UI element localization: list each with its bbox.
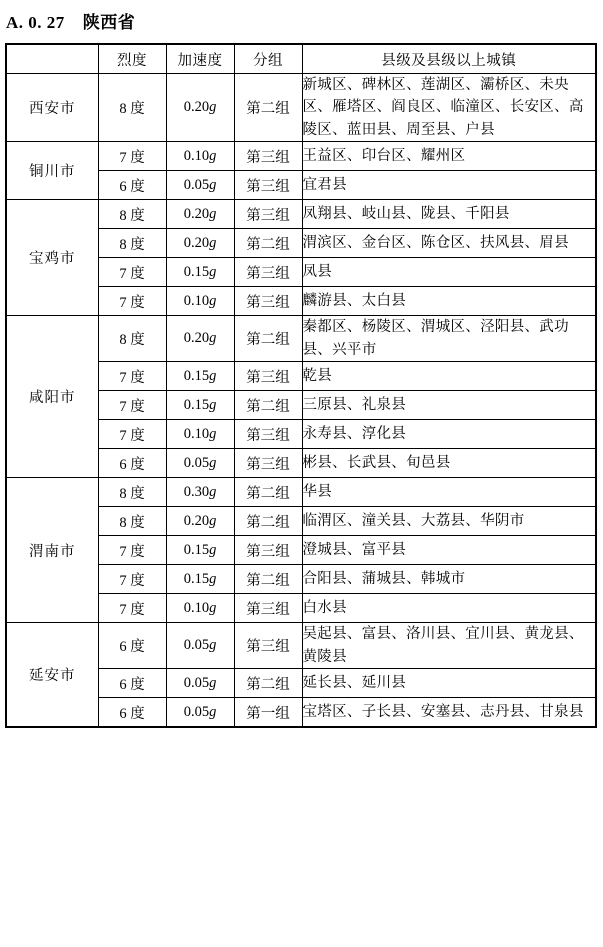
- table-body: [6, 74, 596, 728]
- seismic-table: [5, 43, 597, 728]
- table-row: [6, 200, 596, 229]
- cell-towns: 永寿县、淳化县: [302, 420, 596, 449]
- cell-city: 铜川市: [6, 142, 98, 200]
- cell-city: 西安市: [6, 74, 98, 142]
- cell-towns: 临渭区、潼关县、大荔县、华阴市: [302, 507, 596, 536]
- cell-intensity: 7 度: [98, 565, 166, 594]
- cell-intensity: 8 度: [98, 200, 166, 229]
- cell-group: 第二组: [234, 74, 302, 142]
- acceleration-unit: g: [209, 454, 217, 471]
- acceleration-unit: g: [209, 599, 217, 616]
- acceleration-unit: g: [209, 330, 217, 347]
- table-row: [6, 74, 596, 142]
- cell-intensity: 7 度: [98, 258, 166, 287]
- table-row: [6, 623, 596, 669]
- page-title-number: A. 0. 27: [6, 13, 65, 32]
- cell-group: 第二组: [234, 669, 302, 698]
- cell-intensity: 8 度: [98, 316, 166, 362]
- acceleration-unit: g: [209, 674, 217, 691]
- cell-intensity: 8 度: [98, 74, 166, 142]
- acceleration-value: 0.10: [183, 147, 210, 164]
- cell-towns: 乾县: [302, 362, 596, 391]
- acceleration-unit: g: [209, 292, 217, 309]
- acceleration-unit: g: [209, 147, 217, 164]
- acceleration-unit: g: [209, 396, 217, 413]
- column-header-city: [6, 44, 98, 74]
- cell-group: 第二组: [234, 565, 302, 594]
- cell-intensity: 8 度: [98, 507, 166, 536]
- acceleration-unit: g: [209, 176, 217, 193]
- cell-intensity: 8 度: [98, 478, 166, 507]
- acceleration-value: 0.15: [183, 396, 210, 413]
- cell-city: 渭南市: [6, 478, 98, 623]
- acceleration-value: 0.30: [183, 483, 210, 500]
- cell-acceleration: [166, 420, 234, 449]
- cell-intensity: 6 度: [98, 171, 166, 200]
- acceleration-unit: g: [209, 637, 217, 654]
- cell-group: 第三组: [234, 420, 302, 449]
- cell-acceleration: [166, 536, 234, 565]
- table-row: [6, 142, 596, 171]
- cell-group: 第三组: [234, 594, 302, 623]
- cell-acceleration: [166, 478, 234, 507]
- acceleration-unit: g: [209, 483, 217, 500]
- cell-acceleration: [166, 594, 234, 623]
- cell-group: 第三组: [234, 200, 302, 229]
- cell-towns: 合阳县、蒲城县、韩城市: [302, 565, 596, 594]
- acceleration-value: 0.10: [183, 425, 210, 442]
- cell-group: 第三组: [234, 362, 302, 391]
- acceleration-value: 0.15: [183, 367, 210, 384]
- cell-intensity: 6 度: [98, 698, 166, 728]
- cell-acceleration: [166, 698, 234, 728]
- acceleration-unit: g: [209, 263, 217, 280]
- cell-intensity: 7 度: [98, 536, 166, 565]
- cell-intensity: 7 度: [98, 391, 166, 420]
- column-header-acceleration: 加速度: [166, 44, 234, 74]
- cell-city: 延安市: [6, 623, 98, 727]
- cell-towns: 渭滨区、金台区、陈仓区、扶风县、眉县: [302, 229, 596, 258]
- acceleration-unit: g: [209, 425, 217, 442]
- cell-towns: 麟游县、太白县: [302, 287, 596, 316]
- cell-towns: 彬县、长武县、旬邑县: [302, 449, 596, 478]
- page-title: [0, 0, 603, 43]
- acceleration-unit: g: [209, 99, 217, 116]
- cell-intensity: 6 度: [98, 449, 166, 478]
- cell-group: 第二组: [234, 391, 302, 420]
- cell-acceleration: [166, 507, 234, 536]
- cell-towns: 新城区、碑林区、莲湖区、灞桥区、未央区、雁塔区、阎良区、临潼区、长安区、高陵区、蓝田县、周至县、户县: [302, 74, 596, 142]
- acceleration-value: 0.10: [183, 292, 210, 309]
- cell-group: 第二组: [234, 507, 302, 536]
- cell-group: 第三组: [234, 536, 302, 565]
- cell-acceleration: [166, 171, 234, 200]
- cell-towns: 凤县: [302, 258, 596, 287]
- cell-acceleration: [166, 362, 234, 391]
- cell-intensity: 7 度: [98, 420, 166, 449]
- page-title-text: 陕西省: [82, 13, 136, 32]
- cell-towns: 秦都区、杨陵区、渭城区、泾阳县、武功县、兴平市: [302, 316, 596, 362]
- acceleration-unit: g: [209, 234, 217, 251]
- cell-acceleration: [166, 316, 234, 362]
- cell-city: 咸阳市: [6, 316, 98, 478]
- cell-group: 第三组: [234, 623, 302, 669]
- acceleration-value: 0.20: [183, 234, 210, 251]
- column-header-intensity: 烈度: [98, 44, 166, 74]
- cell-acceleration: [166, 229, 234, 258]
- column-header-towns: 县级及县级以上城镇: [302, 44, 596, 74]
- cell-acceleration: [166, 287, 234, 316]
- acceleration-value: 0.15: [183, 263, 210, 280]
- acceleration-value: 0.15: [183, 570, 210, 587]
- cell-group: 第三组: [234, 171, 302, 200]
- cell-towns: 宝塔区、子长县、安塞县、志丹县、甘泉县: [302, 698, 596, 728]
- cell-towns: 三原县、礼泉县: [302, 391, 596, 420]
- cell-acceleration: [166, 669, 234, 698]
- cell-group: 第三组: [234, 258, 302, 287]
- cell-acceleration: [166, 74, 234, 142]
- table-row: [6, 316, 596, 362]
- table-header-row: [6, 44, 596, 74]
- acceleration-value: 0.20: [183, 330, 210, 347]
- cell-city: 宝鸡市: [6, 200, 98, 316]
- acceleration-value: 0.05: [183, 703, 210, 720]
- cell-acceleration: [166, 565, 234, 594]
- cell-intensity: 6 度: [98, 623, 166, 669]
- cell-group: 第三组: [234, 287, 302, 316]
- cell-group: 第三组: [234, 142, 302, 171]
- cell-towns: 华县: [302, 478, 596, 507]
- cell-towns: 吴起县、富县、洛川县、宜川县、黄龙县、黄陵县: [302, 623, 596, 669]
- acceleration-value: 0.05: [183, 637, 210, 654]
- cell-acceleration: [166, 200, 234, 229]
- cell-towns: 延长县、延川县: [302, 669, 596, 698]
- cell-acceleration: [166, 142, 234, 171]
- cell-group: 第二组: [234, 229, 302, 258]
- acceleration-value: 0.10: [183, 599, 210, 616]
- acceleration-value: 0.20: [183, 99, 210, 116]
- cell-intensity: 7 度: [98, 142, 166, 171]
- cell-intensity: 8 度: [98, 229, 166, 258]
- table-header: [6, 44, 596, 74]
- acceleration-value: 0.05: [183, 176, 210, 193]
- acceleration-value: 0.20: [183, 205, 210, 222]
- cell-group: 第三组: [234, 449, 302, 478]
- cell-acceleration: [166, 391, 234, 420]
- cell-towns: 白水县: [302, 594, 596, 623]
- cell-group: 第一组: [234, 698, 302, 728]
- cell-intensity: 6 度: [98, 669, 166, 698]
- column-header-group: 分组: [234, 44, 302, 74]
- acceleration-unit: g: [209, 703, 217, 720]
- table-row: [6, 478, 596, 507]
- cell-towns: 澄城县、富平县: [302, 536, 596, 565]
- acceleration-unit: g: [209, 512, 217, 529]
- cell-acceleration: [166, 449, 234, 478]
- cell-intensity: 7 度: [98, 287, 166, 316]
- cell-towns: 宜君县: [302, 171, 596, 200]
- cell-acceleration: [166, 258, 234, 287]
- cell-group: 第二组: [234, 316, 302, 362]
- cell-intensity: 7 度: [98, 594, 166, 623]
- acceleration-value: 0.20: [183, 512, 210, 529]
- cell-intensity: 7 度: [98, 362, 166, 391]
- cell-acceleration: [166, 623, 234, 669]
- cell-towns: 王益区、印台区、耀州区: [302, 142, 596, 171]
- acceleration-value: 0.15: [183, 541, 210, 558]
- acceleration-unit: g: [209, 541, 217, 558]
- acceleration-unit: g: [209, 205, 217, 222]
- acceleration-value: 0.05: [183, 454, 210, 471]
- cell-group: 第二组: [234, 478, 302, 507]
- acceleration-unit: g: [209, 570, 217, 587]
- cell-towns: 凤翔县、岐山县、陇县、千阳县: [302, 200, 596, 229]
- acceleration-unit: g: [209, 367, 217, 384]
- acceleration-value: 0.05: [183, 674, 210, 691]
